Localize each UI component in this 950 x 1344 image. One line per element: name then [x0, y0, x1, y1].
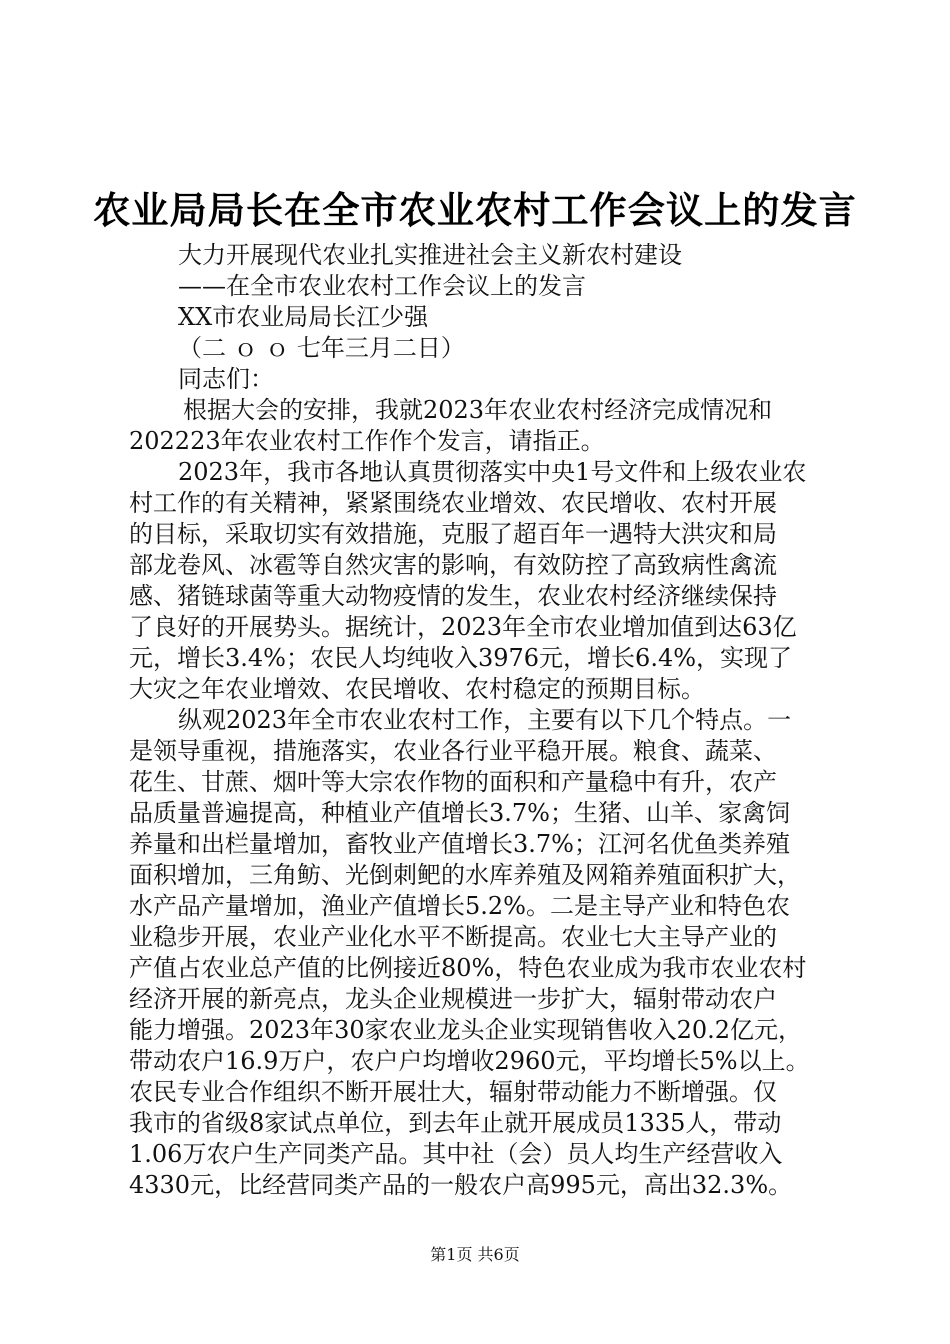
body-line: 我市的省级8家试点单位，到去年止就开展成员1335人，带动 [129, 1109, 782, 1137]
salutation-line: 同志们： [178, 365, 274, 393]
subtitle-line: 大力开展现代农业扎实推进社会主义新农村建设 [178, 241, 682, 269]
body-line: 2023年，我市各地认真贯彻落实中央1号文件和上级农业农 [178, 458, 807, 486]
body-line: 202223年农业农村工作作个发言，请指正。 [129, 427, 605, 455]
body-line: 1.06万农户生产同类产品。其中社（会）员人均生产经营收入 [129, 1140, 783, 1168]
body-line: 根据大会的安排，我就2023年农业农村经济完成情况和 [183, 396, 773, 424]
body-line: 养量和出栏量增加，畜牧业产值增长3.7%；江河名优鱼类养殖 [129, 830, 790, 858]
body-line: 花生、甘蔗、烟叶等大宗农作物的面积和产量稳中有升，农产 [129, 768, 777, 796]
body-line: 带动农户16.9万户，农户户均增收2960元，平均增长5%以上。 [129, 1047, 810, 1075]
body-line: 元，增长3.4%；农民人均纯收入3976元，增长6.4%，实现了 [129, 644, 793, 672]
body-line: 部龙卷风、冰雹等自然灾害的影响，有效防控了高致病性禽流 [129, 551, 777, 579]
document-title: 农业局局长在全市农业农村工作会议上的发言 [93, 188, 857, 232]
page-number-footer: 第1页 共6页 [430, 1245, 520, 1264]
subtitle-line: ——在全市农业农村工作会议上的发言 [178, 272, 586, 300]
body-line: 纵观2023年全市农业农村工作，主要有以下几个特点。一 [178, 706, 792, 734]
body-line: 能力增强。2023年30家农业龙头企业实现销售收入20.2亿元， [129, 1016, 803, 1044]
body-line: 大灾之年农业增效、农民增收、农村稳定的预期目标。 [129, 675, 705, 703]
body-line: 产值占农业总产值的比例接近80%，特色农业成为我市农业农村 [129, 954, 807, 982]
body-line: 面积增加，三角鲂、光倒刺鲃的水库养殖及网箱养殖面积扩大， [129, 861, 801, 889]
body-line: 农民专业合作组织不断开展壮大，辐射带动能力不断增强。仅 [129, 1078, 777, 1106]
body-line: 的目标，采取切实有效措施，克服了超百年一遇特大洪灾和局 [129, 520, 777, 548]
body-line: 水产品产量增加，渔业产值增长5.2%。二是主导产业和特色农 [129, 892, 790, 920]
body-line: 品质量普遍提高，种植业产值增长3.7%；生猪、山羊、家禽饲 [129, 799, 790, 827]
body-line: 4330元，比经营同类产品的一般农户高995元，高出32.3%。 [129, 1171, 793, 1199]
date-line: （二 ｏ ｏ 七年三月二日） [178, 334, 465, 362]
body-line: 业稳步开展，农业产业化水平不断提高。农业七大主导产业的 [129, 923, 777, 951]
author-line: XX市农业局局长江少强 [178, 303, 429, 331]
body-line: 是领导重视，措施落实，农业各行业平稳开展。粮食、蔬菜、 [129, 737, 777, 765]
body-line: 经济开展的新亮点，龙头企业规模进一步扩大，辐射带动农户 [129, 985, 777, 1013]
body-line: 感、猪链球菌等重大动物疫情的发生，农业农村经济继续保持 [129, 582, 777, 610]
body-line: 了良好的开展势头。据统计，2023年全市农业增加值到达63亿 [129, 613, 797, 641]
body-line: 村工作的有关精神，紧紧围绕农业增效、农民增收、农村开展 [129, 489, 777, 517]
